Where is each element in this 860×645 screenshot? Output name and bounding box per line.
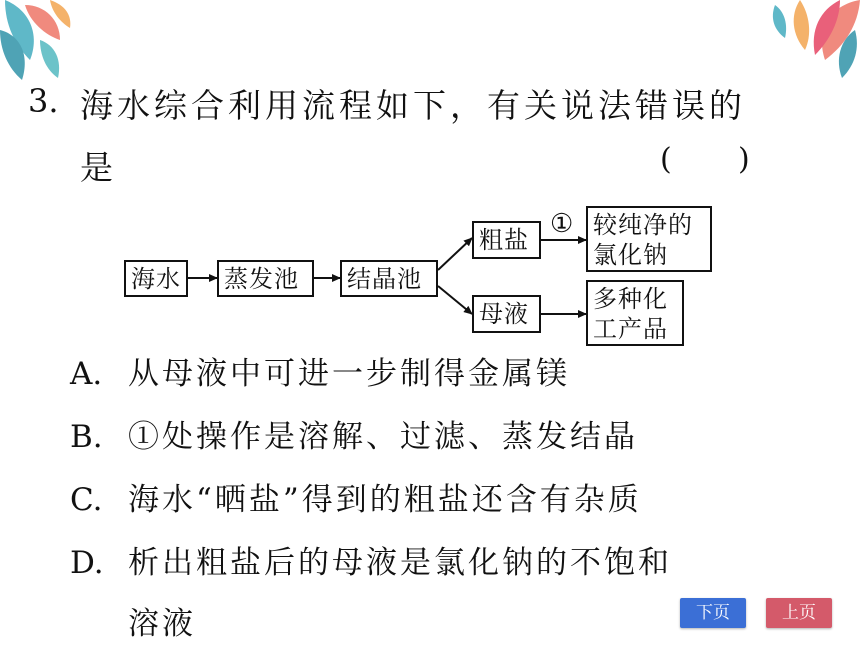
question-text-line2: 是 bbox=[80, 148, 117, 187]
box-chemical-products bbox=[586, 280, 684, 346]
arrow-crystal-to-mother-liquor bbox=[438, 286, 472, 314]
option-c-label: C. bbox=[70, 482, 103, 518]
option-d-continuation: 溶液 bbox=[128, 606, 196, 642]
option-d-text: 析出粗盐后的母液是氯化钠的不饱和 bbox=[128, 545, 672, 581]
option-a bbox=[70, 348, 570, 393]
option-c bbox=[70, 474, 642, 519]
step-marker-1: ① bbox=[550, 209, 574, 239]
products-line1: 多种化 bbox=[593, 285, 668, 313]
box-mother-liquor: 母液 bbox=[472, 295, 541, 333]
pure-nacl-line2: 氯化钠 bbox=[593, 241, 668, 269]
option-d bbox=[70, 537, 672, 582]
box-crystallization-pond: 结晶池 bbox=[340, 260, 438, 297]
option-a-text: 从母液中可进一步制得金属镁 bbox=[128, 356, 570, 392]
pure-nacl-line1: 较纯净的 bbox=[593, 211, 693, 239]
option-b-text: ①处操作是溶解、过滤、蒸发结晶 bbox=[128, 419, 638, 455]
next-page-button[interactable]: 下页 bbox=[680, 598, 746, 628]
answer-paren-right: ) bbox=[738, 142, 750, 177]
box-pure-sodium-chloride bbox=[586, 206, 712, 272]
arrow-crystal-to-crude-salt bbox=[438, 238, 472, 270]
option-b-label: B. bbox=[70, 419, 103, 455]
answer-paren-left: ( bbox=[660, 142, 672, 177]
box-seawater: 海水 bbox=[124, 260, 188, 297]
option-a-label: A. bbox=[70, 356, 103, 392]
previous-page-button[interactable]: 上页 bbox=[766, 598, 832, 628]
option-d-label: D. bbox=[70, 545, 104, 581]
question-number: 3. bbox=[28, 82, 59, 120]
box-evaporation-pond: 蒸发池 bbox=[217, 260, 314, 297]
option-b bbox=[70, 411, 638, 456]
question-text-line1: 海水综合利用流程如下，有关说法错误的 bbox=[80, 86, 746, 125]
option-c-text: 海水“晒盐”得到的粗盐还含有杂质 bbox=[128, 482, 642, 518]
products-line2: 工产品 bbox=[593, 315, 668, 343]
box-crude-salt: 粗盐 bbox=[472, 221, 541, 259]
